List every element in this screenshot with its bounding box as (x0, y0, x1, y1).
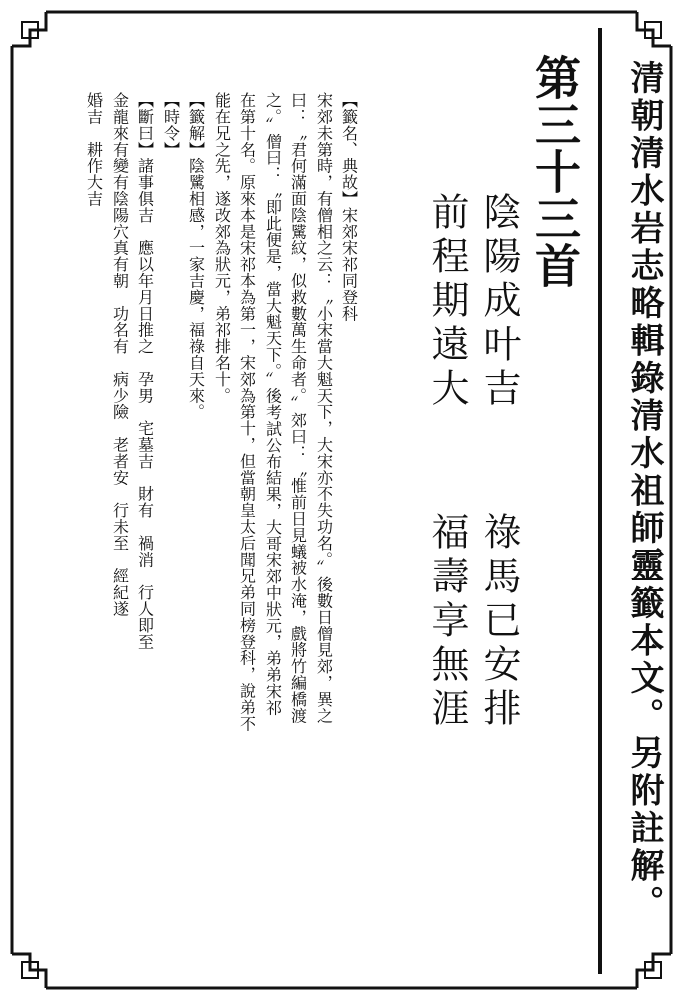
annotation-line-9: 【斷曰】諸事俱吉 應以年月日推之 孕男 宅墓吉 財有 禍消 行人即至 (135, 92, 155, 650)
title-divider (598, 28, 602, 974)
annotation-line-3: 曰：〝君何滿面陰騭紋，似救數萬生命者。〞郊曰：〝惟前日見蟻被水淹，戲將竹編橋渡 (288, 92, 308, 724)
annotation-line-11: 婚吉 耕作大吉 (84, 92, 104, 207)
poem-line-4: 福壽享無涯 (425, 512, 469, 732)
poem-number-heading: 第三十三首 (528, 54, 582, 289)
annotation-line-10: 金龍來有變有陰陽穴真有朝 功名有 病少險 老者安 行未至 經紀遂 (110, 92, 130, 617)
annotation-line-6: 能在兄之先，遂改郊為狀元，弟祁排名十。 (212, 92, 232, 404)
poem-line-2: 前程期遠大 (425, 192, 469, 412)
annotation-line-2: 宋郊未第時，有僧相之云：〝小宋當大魁天下，大宋亦不失功名。〞後數日僧見郊，異之 (314, 92, 334, 724)
annotation-line-7: 【籤解】陰騭相感，一家吉慶，福祿自天來。 (186, 92, 206, 420)
poem-line-3: 祿馬已安排 (477, 512, 521, 732)
poem-line-1: 陰陽成叶吉 (477, 192, 521, 412)
annotation-line-4: 之。〞僧曰：〝即此便是，當大魁天下。〞後考試公布結果，大哥宋郊中狀元，弟弟宋祁 (263, 92, 283, 716)
annotation-line-1: 【籤名、典故】宋郊宋祁同登科 (339, 92, 359, 322)
annotation-line-5: 在第十名。原來本是宋祁本為第一，宋郊為第十，但當朝皇太后聞兄弟同榜登科，說弟不 (237, 92, 257, 732)
annotation-line-8: 【時令】 (161, 92, 181, 158)
side-title: 清朝清水岩志略輯錄清水祖師靈籤本文。另附註解。 (624, 60, 664, 923)
